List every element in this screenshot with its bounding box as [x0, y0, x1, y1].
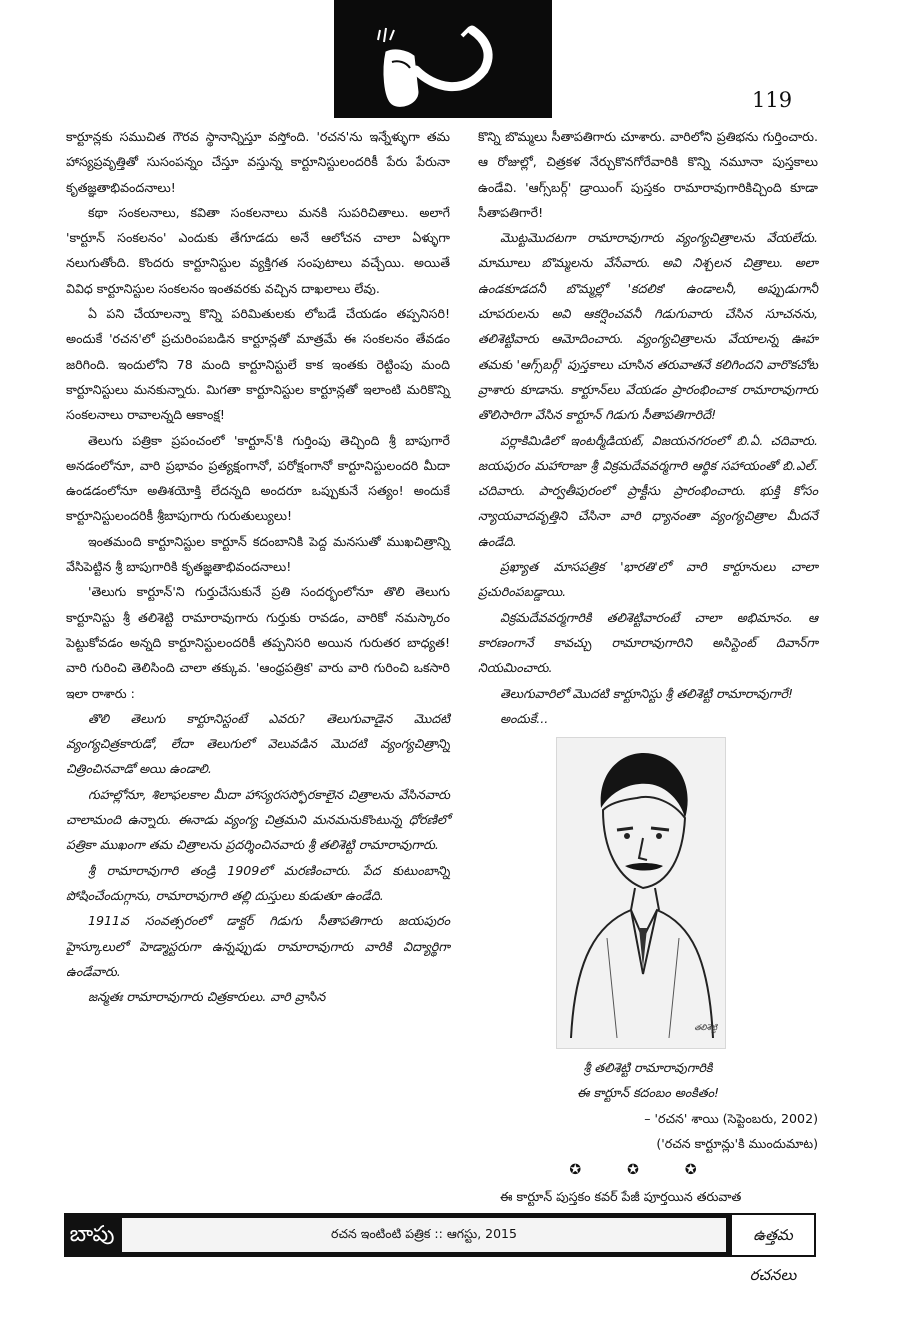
paragraph: జన్మతః రామారావుగారు చిత్రకారులు. వారి వ్రాసిన	[88, 989, 326, 1005]
paragraph: కొన్ని బొమ్మలు సీతాపతిగారు చూశారు. వారిలోని ప్రతిభను గుర్తించారు. ఆ రోజుల్లో, చిత్రకళ నేర్చుకొనగోరేవారికి కొన్ని నమూనా పుస్తకాలు ఉండేవి. 'ఆగ్స్‌బర్గ్' డ్రాయింగ్ పుస్తకం రామారావుగారికిచ్చింది కూడా సీతాపతిగారే!	[478, 129, 818, 220]
paragraph: తెలుగు పత్రికా ప్రపంచంలో 'కార్టూన్'కి గుర్తింపు తెచ్చింది శ్రీ బాపుగారే అనడంలోనూ, వారి ప్రభావం ప్రత్యక్షంగానో, పరోక్షంగానో కార్టూనిస్టులందరి మీదా ఉండడంలోనూ అతిశయోక్తి లేదన్నది అందరూ ఒప్పుకునే సత్యం! అందుకే కార్టూనిస్టులందరికీ శ్రీబాపుగారు గురుతుల్యులు!	[66, 432, 450, 524]
paragraph: అందుకే...	[500, 710, 549, 726]
paragraph: కథా సంకలనాలు, కవితా సంకలనాలు మనకి సుపరిచితాలు. అలాగే 'కార్టూన్ సంకలనం' ఎందుకు తేగూడదు అనే ఆలోచన చాలా ఏళ్ళుగా నలుగుతోంది. కొందరు కార్టూనిస్టుల వ్యక్తిగత సంపుటాలు వచ్చేయి. అయితే వివిధ కార్టూనిస్టుల సంకలనం ఇంతవరకు వచ్చిన దాఖలాలు లేవు.	[66, 204, 450, 296]
pipe-illustration	[334, 0, 552, 118]
paragraph: 1911వ సంవత్సరంలో డాక్టర్ గిడుగు సీతాపతిగారు జయపురం హైస్కూలులో హెడ్మాస్టరుగా ఉన్నప్పుడు రామారావుగారు వారికి విద్యార్థిగా ఉండేవారు.	[66, 913, 450, 979]
credit-line-1: – 'రచన' శాయి (సెప్టెంబరు, 2002)	[644, 1110, 818, 1126]
paragraph: గుహల్లోనూ, శిలాఫలకాల మీదా హాస్యరసస్ఫోరకాలైన చిత్రాలను వేసినవారు చాలామంది ఉన్నారు. ఈనాడు వ్యంగ్య చిత్రమని మనమనుకొంటున్న ధోరణిలో పత్రికా ముఖంగా తమ చిత్రాలను ప్రదర్శించినవారు శ్రీ తలిశెట్టి రామారావుగారు.	[66, 786, 450, 853]
paragraph: విక్రమదేవవర్మగారికి తలిశెట్టివారంటే చాలా అభిమానం. ఆ కారణంగానే కావచ్చు రామారావుగారిని అసిస్టెంట్ దివాన్‌గా నియమించారు.	[478, 609, 818, 676]
paragraph: కార్టూన్లకు సముచిత గౌరవ స్థానాన్నిస్తూ వస్తోంది. 'రచన'ను ఇన్నేళ్ళుగా తమ హాస్యప్రవృత్తితో సుసంపన్నం చేస్తూ వస్తున్న కార్టూనిస్టులందరికీ పేరు పేరునా కృతజ్ఞతాభివందనాలు!	[66, 129, 450, 195]
paragraph: ప్రఖ్యాత మాసపత్రిక 'భారతి'లో వారి కార్టూనులు చాలా ప్రచురింపబడ్డాయి.	[478, 559, 818, 600]
section-divider-stars	[478, 1156, 788, 1184]
footer-bar	[64, 1213, 816, 1284]
paragraph: ఇంతమంది కార్టూనిస్టుల కార్టూన్ కదంబానికి పెద్ద మనసుతో ముఖచిత్రాన్ని వేసిపెట్టిన శ్రీ బాపుగారికి కృతజ్ఞతాభివందనాలు!	[66, 533, 450, 575]
closing-paragraph: ఈ కార్టూన్ పుస్తకం కవర్ పేజీ పూర్తయిన తరువాత	[500, 1189, 742, 1205]
footer-right-logo: ఉత్తమ రచనలు	[732, 1215, 814, 1255]
left-column	[66, 124, 450, 1009]
dedication-line-2: ఈ కార్టూన్ కదంబం అంకితం!	[576, 1085, 720, 1101]
dedication-line-1: శ్రీ తలిశెట్టి రామారావుగారికి	[583, 1060, 713, 1076]
portrait-illustration	[557, 738, 725, 1048]
paragraph: 'తెలుగు కార్టూన్'ని గుర్తుచేసుకునే ప్రతి సందర్భంలోనూ తొలి తెలుగు కార్టూనిస్టు శ్రీ తలిశెట్టి రామారావుగారు గుర్తుకు రావడం, వారికో నమస్కారం పెట్టుకోవడం అన్నది కార్టూనిస్టులందరికీ తప్పనిసరి అయిన గురుతర బాధ్యత! వారి గురించి తెలిసింది చాలా తక్కువ. 'ఆంధ్రపత్రిక' వారు వారి గురించి ఒకసారి ఇలా రాశారు :	[66, 584, 450, 701]
star-icon: ✪	[627, 1162, 639, 1179]
footer-title: రచన ఇంటింటి పత్రిక :: ఆగస్టు, 2015	[122, 1218, 726, 1252]
header-graphic	[334, 0, 552, 118]
page-number: 119	[752, 88, 793, 112]
portrait-frame	[556, 737, 726, 1049]
credit-line-2: ('రచన కార్టూన్లు'కి ముందుమాట)	[656, 1136, 818, 1152]
paragraph: తెలుగువారిలో మొదటి కార్టూనిస్టు శ్రీ తలిశెట్టి రామారావుగారే!	[500, 685, 794, 701]
paragraph: పర్లాకిమిడిలో ఇంటర్మీడియట్, విజయనగరంలో బి.ఏ. చదివారు. జయపురం మహారాజా శ్రీ విక్రమదేవవర్మగారి ఆర్థిక సహాయంతో బి.ఎల్. చదివారు. పార్వతీపురంలో ప్రాక్టీసు ప్రారంభించారు. భుక్తి కోసం న్యాయవాదవృత్తిని చేసినా వారి ధ్యానంతా వ్యంగ్యచిత్రాల మీదనే ఉండేది.	[478, 432, 818, 549]
portrait-signature: తలిశెట్టి	[694, 1022, 717, 1032]
footer-left-logo: బాపు	[69, 1222, 115, 1247]
paragraph: మొట్టమొదటగా రామారావుగారు వ్యంగ్యచిత్రాలను వేయలేదు. మామూలు బొమ్మలను వేసేవారు. అవి నిశ్చలన చిత్రాలు. అలా ఉండకూడదనీ బొమ్మల్లో 'కదలిక' ఉండాలనీ, అప్పుడుగానీ చూపరులను అవి ఆకర్షించవనీ గిడుగువారు చేసిన సూచనను, తలిశెట్టివారు ఆమోదించారు. వ్యంగ్యచిత్రాలను వేయాలన్న ఊహ తమకు 'ఆగ్స్‌బర్గ్' పుస్తకాలు చూసిన తరువాతనే కలిగిందని వారొకచోట వ్రాశారు కూడాను. కార్టూన్‌లు వేయడం ప్రారంభించాక రామారావుగారు తొలిసారిగా వేసిన కార్టూన్ గిడుగు సీతాపతిగారిదే!	[478, 230, 818, 423]
paragraph: ఏ పని చేయాలన్నా కొన్ని పరిమితులకు లోబడే చేయడం తప్పనిసరి! అందుకే 'రచన'లో ప్రచురింపబడిన కార్టూన్లతో మాత్రమే ఈ సంకలనం తేవడం జరిగింది. ఇందులోని 78 మంది కార్టూనిస్టులే కాక ఇంతకు రెట్టింపు మంది కార్టూనిస్టులు మనకున్నారు. మిగతా కార్టూనిస్టుల కార్టూన్లతో ఇలాంటి మరికొన్ని సంకలనాలు రావాలన్నది ఆకాంక్ష!	[66, 306, 450, 423]
star-icon: ✪	[684, 1162, 697, 1179]
paragraph: శ్రీ రామారావుగారి తండ్రి 1909లో మరణించారు. పేద కుటుంబాన్ని పోషించేందుగ్గాను, రామారావుగారి తల్లి దుస్తులు కుడుతూ ఉండేది.	[66, 862, 450, 903]
right-column	[478, 124, 818, 1210]
star-icon: ✪	[569, 1162, 582, 1179]
paragraph: తొలి తెలుగు కార్టూనిస్టంటే ఎవరు? తెలుగువాడైన మొదటి వ్యంగ్యచిత్రకారుడో, లేదా తెలుగులో వెలువడిన మొదటి వ్యంగ్యచిత్రాన్ని చిత్రించినవాడో అయి ఉండాలి.	[66, 710, 450, 777]
